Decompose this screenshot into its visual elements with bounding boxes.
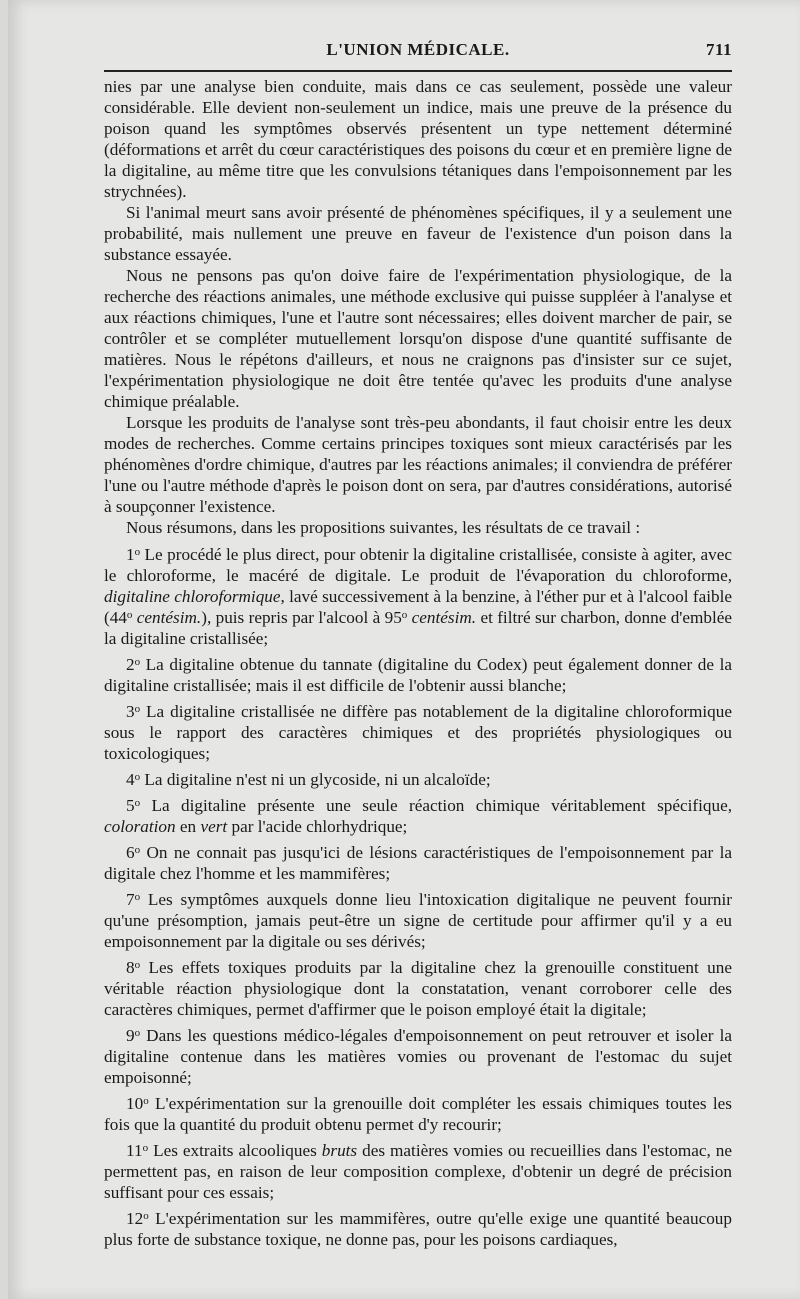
proposition-item: 8$^o$ Les effets toxiques produits par la digitaline chez la grenouille constituent une véritable réaction physiologique dont la constatation, venant corroborer celle des caractères chimiques, permet d'affirmer que le poison employé était la digitale; (104, 958, 732, 1019)
item-number: 3 (126, 702, 135, 721)
item-number: 4 (126, 770, 135, 789)
paragraph: Si l'animal meurt sans avoir présenté de phénomènes spécifiques, il y a seulement une probabilité, mais nullement une preuve en faveur de l'existence d'un poison dans la substance essayée. (104, 203, 732, 264)
item-number: 6 (126, 843, 135, 862)
proposition-item: 1$^o$ Le procédé le plus direct, pour obtenir la digitaline cristallisée, consiste à agiter, avec le chloroforme, le macéré de digitale. Le produit de l'évaporation du chloroforme, digitaline chloroformique, lavé successivement à la benzine, à l'éther pur et à l'alcool faible (44$^o$ centésim.), puis repris par l'alcool à 95$^o$ centésim. et filtré sur charbon, donne d'emblée la digitaline cristallisée; (104, 545, 733, 648)
proposition-item: 7$^o$ Les symptômes auxquels donne lieu l'intoxication digitalique ne peuvent fournir qu'une présomption, jamais peut-être un signe de certitude pour affirmer qu'il y a eu empoisonnement par la digitale ou ses dérivés; (104, 890, 732, 951)
header-rule (104, 70, 732, 72)
item-number: 8 (126, 958, 135, 977)
item-number: 1 (126, 545, 135, 564)
proposition-item: 6$^o$ On ne connait pas jusqu'ici de lésions caractéristiques de l'empoisonnement par la digitale chez l'homme et les mammifères; (104, 843, 732, 883)
item-number: 5 (126, 796, 135, 815)
article-body (104, 76, 732, 1250)
paragraph: nies par une analyse bien conduite, mais dans ce cas seulement, possède une valeur considérable. Elle devient non-seulement un indice, mais une preuve de la présence du poison quand les symptômes observés présentent un type nettement déterminé (déformations et arrêt du cœur caractéristiques des poisons du cœur et en première ligne de la digitaline, au même titre que les convulsions tétaniques dans l'empoisonnement par les strychnées). (104, 77, 732, 201)
document-page (8, 0, 800, 1299)
proposition-item: 4$^o$ La digitaline n'est ni un glycoside, ni un alcaloïde; (126, 770, 491, 789)
paragraph: Nous ne pensons pas qu'on doive faire de l'expérimentation physiologique, de la recherche des réactions animales, une méthode exclusive qui puisse suppléer à l'analyse et aux réactions chimiques, l'une et l'autre sont nécessaires; elles doivent marcher de pair, se contrôler et se compléter mutuellement lorsqu'on dispose d'une quantité suffisante de matières. Nous le répétons d'ailleurs, et nous ne craignons pas d'insister sur ce sujet, l'expérimentation physiologique ne doit être tentée qu'avec les produits d'une analyse chimique préalable. (104, 266, 732, 411)
proposition-item: 11$^o$ Les extraits alcooliques bruts des matières vomies ou recueillies dans l'estomac, ne permettent pas, en raison de leur composition complexe, d'obtenir un degré de précision suffisant pour ces essais; (104, 1141, 732, 1202)
item-number: 7 (126, 890, 135, 909)
proposition-item: 2$^o$ La digitaline obtenue du tannate (digitaline du Codex) peut également donner de la digitaline cristallisée; mais il est difficile de l'obtenir aussi blanche; (104, 655, 732, 695)
proposition-item: 12$^o$ L'expérimentation sur les mammifères, outre qu'elle exige une quantité beaucoup plus forte de substance toxique, ne donne pas, pour les poisons cardiaques, (104, 1209, 732, 1249)
proposition-item: 5$^o$ La digitaline présente une seule réaction chimique véritablement spécifique, coloration en vert par l'acide chlorhydrique; (104, 796, 732, 836)
proposition-item: 9$^o$ Dans les questions médico-légales d'empoisonnement on peut retrouver et isoler la digitaline contenue dans les matières vomies ou provenant de l'estomac du sujet empoisonné; (104, 1026, 732, 1087)
item-number: 11 (126, 1141, 143, 1160)
item-number: 12 (126, 1209, 144, 1228)
proposition-item: 3$^o$ La digitaline cristallisée ne diffère pas notablement de la digitaline chloroformique sous le rapport des caractères chimiques et des propriétés physiologiques ou toxicologiques; (104, 702, 732, 763)
summary-intro: Nous résumons, dans les propositions suivantes, les résultats de ce travail : (126, 518, 641, 537)
running-header (104, 36, 732, 66)
item-number: 10 (126, 1094, 144, 1113)
proposition-item: 10$^o$ L'expérimentation sur la grenouille doit compléter les essais chimiques toutes les fois que la quantité du produit obtenu permet d'y recourir; (104, 1094, 732, 1134)
page-number: 711 (705, 40, 732, 59)
paragraph: Lorsque les produits de l'analyse sont très-peu abondants, il faut choisir entre les deux modes de recherches. Comme certains principes toxiques sont mieux caractérisés par les phénomènes d'ordre chimique, d'autres par les réactions animales; il conviendra de préférer l'une ou l'autre méthode d'après le poison dont on sera, par d'autres considérations, autorisé à soupçonner l'existence. (104, 413, 732, 516)
item-number: 2 (126, 655, 135, 674)
item-number: 9 (126, 1026, 135, 1045)
journal-title: L'UNION MÉDICALE. (326, 40, 510, 59)
